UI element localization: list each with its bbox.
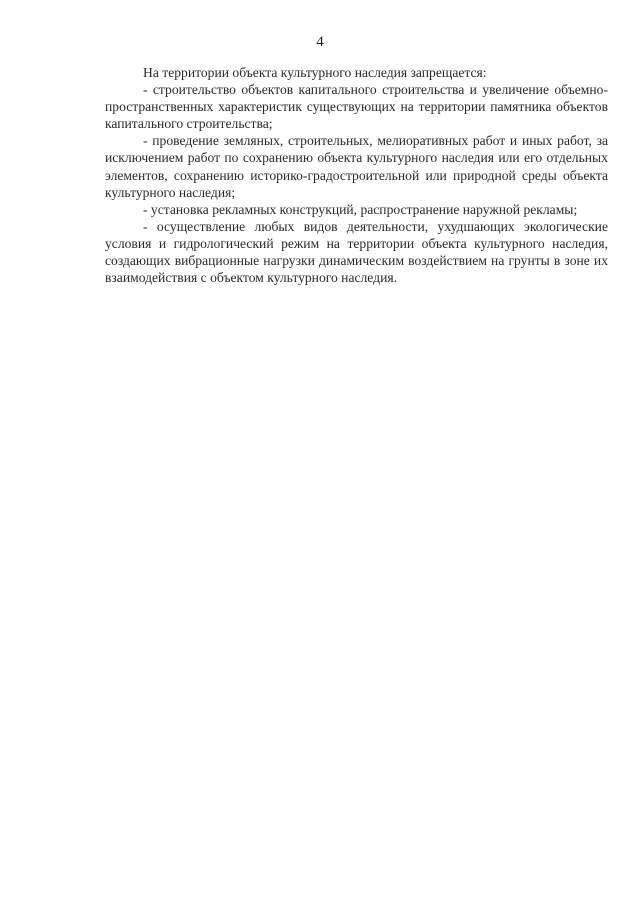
body-text <box>105 64 608 286</box>
paragraph-item-advertising: - установка рекламных конструкций, распространение наружной рекламы; <box>143 201 578 217</box>
paragraph-item-activities: - осуществление любых видов деятельности, ухудшающих экологические условия и гидрологический режим на территории объекта культурного наследия, создающих вибрационные нагрузки динамическим воздействием на грунты в зоне их взаимодействия с объектом культурного наследия. <box>105 218 608 286</box>
paragraph-intro: На территории объекта культурного наследия запрещается: <box>143 65 487 80</box>
paragraph-item-earthworks: - проведение земляных, строительных, мелиоративных работ и иных работ, за исключением работ по сохранению объекта культурного наследия или его отдельных элементов, сохранению историко-градостроительной или природной среды объекта культурного наследия; <box>105 133 608 200</box>
paragraph-item-construction: - строительство объектов капитального строительства и увеличение объемно-пространственных характеристик существующих на территории памятника объектов капитального строительства; <box>105 82 608 132</box>
page-number: 4 <box>316 34 324 50</box>
